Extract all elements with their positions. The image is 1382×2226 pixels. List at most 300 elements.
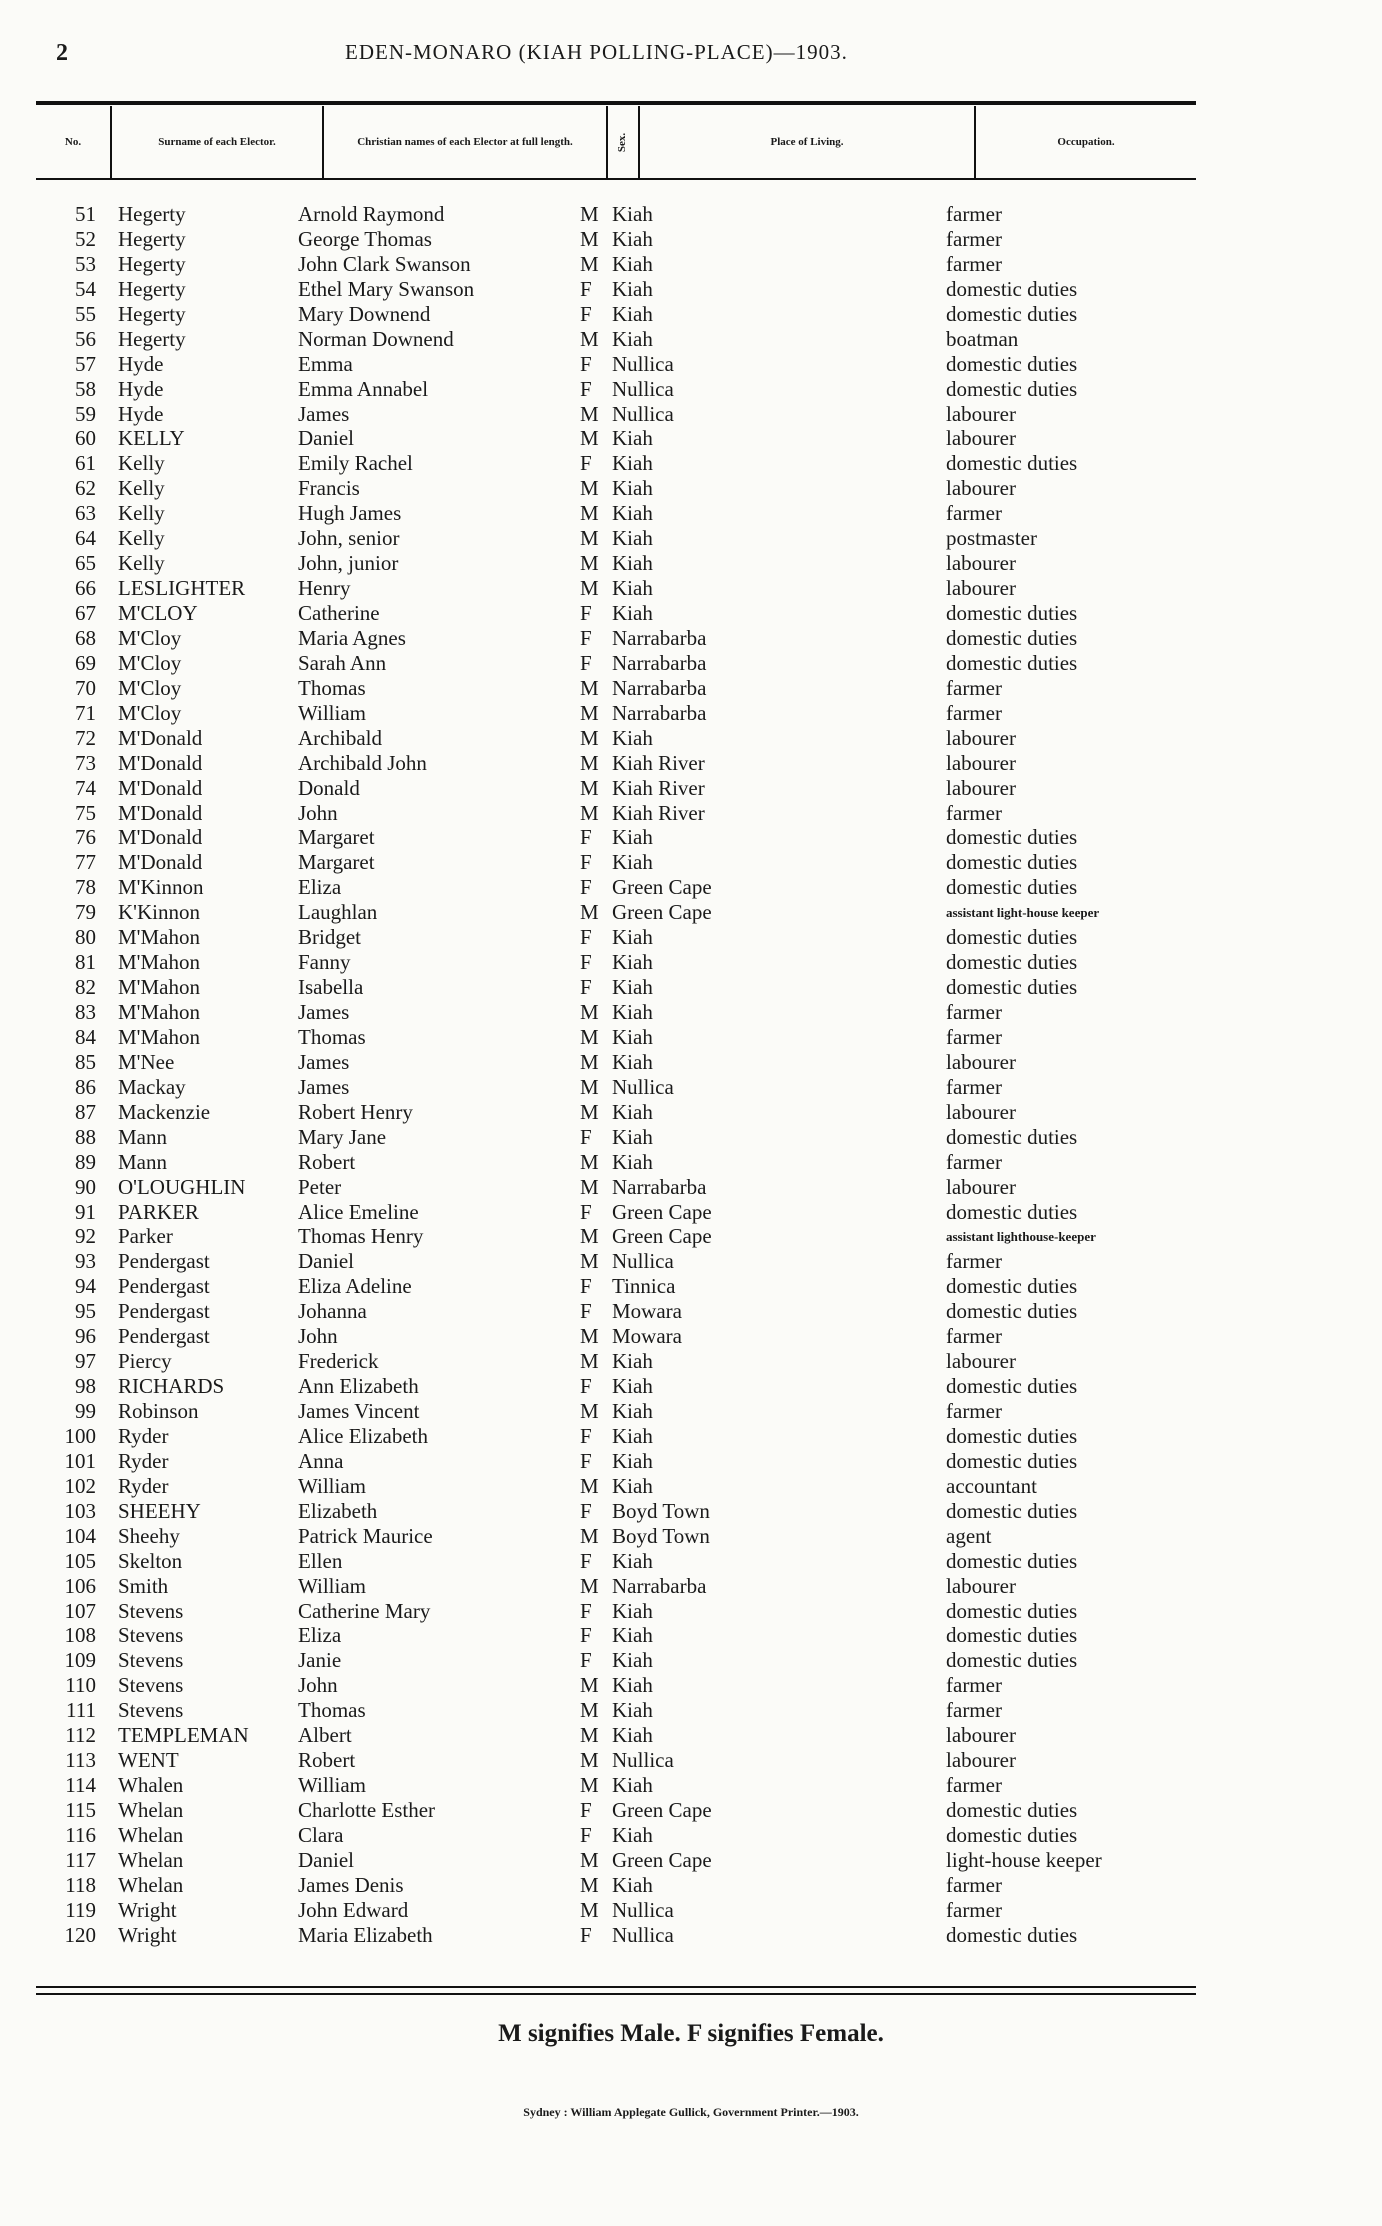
elector-sex: M bbox=[580, 775, 599, 800]
elector-christian-names: Frederick bbox=[298, 1349, 379, 1374]
elector-place: Kiah bbox=[612, 1623, 653, 1648]
elector-place: Kiah bbox=[612, 725, 653, 750]
table-bottom-rule-second bbox=[36, 1993, 1196, 1995]
elector-christian-names: John bbox=[298, 1673, 338, 1698]
elector-sex: F bbox=[580, 1798, 592, 1822]
elector-sex: F bbox=[580, 301, 592, 326]
table-row bbox=[0, 302, 1382, 327]
elector-occupation: domestic duties bbox=[946, 950, 1078, 975]
table-row bbox=[0, 1050, 1382, 1075]
table-row bbox=[0, 726, 1382, 751]
elector-number: 98 bbox=[75, 1374, 96, 1399]
elector-number: 85 bbox=[75, 1049, 96, 1074]
elector-place: Narrabarba bbox=[612, 675, 707, 700]
table-row bbox=[0, 1873, 1382, 1898]
table-row bbox=[0, 1748, 1382, 1773]
elector-surname: Smith bbox=[118, 1573, 169, 1598]
elector-sex: M bbox=[580, 1897, 599, 1922]
elector-place: Green Cape bbox=[612, 1199, 712, 1224]
elector-christian-names: Daniel bbox=[298, 1249, 354, 1274]
elector-christian-names: Peter bbox=[298, 1174, 342, 1199]
elector-place: Nullica bbox=[612, 376, 674, 401]
elector-christian-names: Charlotte Esther bbox=[298, 1798, 436, 1822]
elector-occupation: domestic duties bbox=[946, 1199, 1078, 1224]
elector-sex: M bbox=[580, 1872, 599, 1897]
elector-occupation: domestic duties bbox=[946, 1374, 1078, 1399]
elector-sex: M bbox=[580, 1000, 599, 1024]
elector-surname: M'CLOY bbox=[118, 601, 198, 625]
elector-place: Kiah bbox=[612, 1698, 653, 1723]
elector-place: Kiah bbox=[612, 1598, 653, 1623]
elector-occupation: farmer bbox=[946, 1324, 1002, 1349]
table-row bbox=[0, 1499, 1382, 1524]
elector-sex: F bbox=[580, 1623, 592, 1648]
elector-place: Kiah bbox=[612, 1548, 653, 1573]
elector-number: 96 bbox=[75, 1324, 96, 1349]
elector-number: 101 bbox=[64, 1448, 96, 1473]
elector-number: 51 bbox=[75, 202, 96, 226]
elector-occupation: domestic duties bbox=[946, 451, 1078, 476]
elector-occupation: domestic duties bbox=[946, 1498, 1078, 1523]
elector-surname: Kelly bbox=[118, 476, 165, 501]
elector-place: Nullica bbox=[612, 1074, 674, 1099]
elector-occupation: labourer bbox=[946, 1349, 1016, 1374]
elector-christian-names: Robert bbox=[298, 1748, 356, 1773]
elector-number: 116 bbox=[65, 1822, 96, 1847]
elector-surname: M'Donald bbox=[118, 725, 203, 750]
elector-sex: M bbox=[580, 725, 599, 750]
elector-sex: F bbox=[580, 1548, 592, 1573]
table-row bbox=[0, 1773, 1382, 1798]
table-row bbox=[0, 277, 1382, 302]
elector-place: Kiah bbox=[612, 551, 653, 576]
elector-sex: M bbox=[580, 1748, 599, 1773]
elector-occupation: domestic duties bbox=[946, 1598, 1078, 1623]
elector-occupation: domestic duties bbox=[946, 825, 1078, 850]
elector-christian-names: James bbox=[298, 1000, 350, 1024]
elector-number: 54 bbox=[75, 276, 96, 301]
elector-number: 79 bbox=[75, 900, 96, 925]
table-row bbox=[0, 227, 1382, 252]
elector-surname: Skelton bbox=[118, 1548, 183, 1573]
elector-number: 119 bbox=[65, 1897, 96, 1922]
elector-number: 82 bbox=[75, 975, 96, 1000]
elector-sex: M bbox=[580, 1573, 599, 1598]
table-row bbox=[0, 950, 1382, 975]
table-row bbox=[0, 900, 1382, 925]
table-row bbox=[0, 426, 1382, 451]
elector-christian-names: Johanna bbox=[298, 1299, 367, 1324]
elector-place: Kiah bbox=[612, 1374, 653, 1399]
elector-place: Kiah bbox=[612, 1000, 653, 1024]
elector-place: Boyd Town bbox=[612, 1523, 710, 1548]
elector-christian-names: Thomas bbox=[298, 1698, 366, 1723]
elector-number: 118 bbox=[65, 1872, 96, 1897]
elector-surname: M'Mahon bbox=[118, 950, 200, 975]
elector-sex: M bbox=[580, 401, 599, 426]
table-row bbox=[0, 601, 1382, 626]
elector-christian-names: Donald bbox=[298, 775, 360, 800]
elector-occupation: farmer bbox=[946, 1698, 1002, 1723]
elector-sex: M bbox=[580, 700, 599, 725]
table-row bbox=[0, 751, 1382, 776]
elector-number: 72 bbox=[75, 725, 96, 750]
table-row bbox=[0, 526, 1382, 551]
elector-occupation: domestic duties bbox=[946, 1548, 1078, 1573]
elector-occupation: domestic duties bbox=[946, 1423, 1078, 1448]
elector-sex: F bbox=[580, 1598, 592, 1623]
elector-occupation: labourer bbox=[946, 1174, 1016, 1199]
elector-surname: M'Mahon bbox=[118, 1000, 200, 1024]
elector-place: Kiah bbox=[612, 1149, 653, 1174]
elector-surname: Kelly bbox=[118, 526, 165, 551]
elector-surname: Pendergast bbox=[118, 1299, 210, 1324]
elector-number: 74 bbox=[75, 775, 96, 800]
elector-number: 65 bbox=[75, 551, 96, 576]
elector-number: 73 bbox=[75, 750, 96, 775]
elector-number: 117 bbox=[65, 1847, 96, 1872]
table-row bbox=[0, 1574, 1382, 1599]
elector-place: Kiah bbox=[612, 1049, 653, 1074]
elector-surname: Robinson bbox=[118, 1399, 199, 1423]
elector-number: 58 bbox=[75, 376, 96, 401]
elector-surname: M'Cloy bbox=[118, 675, 182, 700]
elector-sex: M bbox=[580, 1149, 599, 1174]
elector-surname: Hegerty bbox=[118, 251, 186, 276]
elector-place: Narrabarba bbox=[612, 625, 707, 650]
elector-christian-names: Clara bbox=[298, 1822, 344, 1847]
elector-occupation: labourer bbox=[946, 551, 1016, 576]
elector-christian-names: Catherine bbox=[298, 601, 380, 625]
elector-christian-names: Emma Annabel bbox=[298, 376, 429, 401]
elector-number: 89 bbox=[75, 1149, 96, 1174]
elector-surname: LESLIGHTER bbox=[118, 576, 246, 601]
elector-sex: F bbox=[580, 650, 592, 675]
elector-number: 94 bbox=[75, 1274, 96, 1299]
elector-sex: M bbox=[580, 1024, 599, 1049]
elector-christian-names: John, senior bbox=[298, 526, 400, 551]
table-row bbox=[0, 651, 1382, 676]
elector-place: Mowara bbox=[612, 1299, 682, 1324]
elector-occupation: labourer bbox=[946, 725, 1016, 750]
elector-place: Kiah bbox=[612, 601, 653, 625]
elector-number: 112 bbox=[65, 1723, 96, 1748]
elector-surname: Hegerty bbox=[118, 301, 186, 326]
elector-surname: Pendergast bbox=[118, 1274, 210, 1299]
elector-occupation: farmer bbox=[946, 1149, 1002, 1174]
table-header bbox=[36, 106, 1196, 178]
elector-sex: F bbox=[580, 925, 592, 950]
elector-surname: M'Donald bbox=[118, 800, 203, 825]
elector-christian-names: James bbox=[298, 401, 350, 426]
elector-sex: F bbox=[580, 351, 592, 376]
table-row bbox=[0, 1249, 1382, 1274]
table-row bbox=[0, 1648, 1382, 1673]
elector-occupation: domestic duties bbox=[946, 1448, 1078, 1473]
elector-occupation: domestic duties bbox=[946, 351, 1078, 376]
elector-occupation: boatman bbox=[946, 326, 1019, 351]
table-row bbox=[0, 1075, 1382, 1100]
elector-surname: Wright bbox=[118, 1922, 177, 1947]
elector-number: 102 bbox=[64, 1473, 96, 1498]
elector-christian-names: John Clark Swanson bbox=[298, 251, 471, 276]
elector-surname: Hegerty bbox=[118, 202, 186, 226]
elector-occupation: labourer bbox=[946, 576, 1016, 601]
table-row bbox=[0, 1000, 1382, 1025]
elector-occupation: labourer bbox=[946, 1099, 1016, 1124]
elector-place: Green Cape bbox=[612, 1798, 712, 1822]
elector-christian-names: Mary Jane bbox=[298, 1124, 387, 1149]
elector-surname: Ryder bbox=[118, 1473, 169, 1498]
elector-number: 97 bbox=[75, 1349, 96, 1374]
elector-number: 90 bbox=[75, 1174, 96, 1199]
elector-christian-names: Fanny bbox=[298, 950, 351, 975]
table-row bbox=[0, 776, 1382, 801]
table-row bbox=[0, 1274, 1382, 1299]
elector-place: Boyd Town bbox=[612, 1498, 710, 1523]
elector-christian-names: Archibald John bbox=[298, 750, 427, 775]
table-row bbox=[0, 1424, 1382, 1449]
elector-sex: M bbox=[580, 526, 599, 551]
elector-christian-names: Laughlan bbox=[298, 900, 378, 925]
elector-number: 120 bbox=[64, 1922, 96, 1947]
elector-number: 113 bbox=[65, 1748, 96, 1773]
elector-christian-names: Alice Emeline bbox=[298, 1199, 419, 1224]
elector-occupation: farmer bbox=[946, 1897, 1002, 1922]
header-no: No. bbox=[64, 135, 82, 148]
elector-place: Kiah bbox=[612, 202, 653, 226]
elector-place: Kiah bbox=[612, 276, 653, 301]
elector-christian-names: Margaret bbox=[298, 850, 375, 875]
elector-number: 114 bbox=[65, 1773, 96, 1798]
elector-sex: M bbox=[580, 800, 599, 825]
elector-place: Kiah bbox=[612, 1349, 653, 1374]
elector-number: 107 bbox=[64, 1598, 96, 1623]
elector-occupation: farmer bbox=[946, 1249, 1002, 1274]
elector-sex: M bbox=[580, 501, 599, 526]
elector-surname: Whelan bbox=[118, 1847, 184, 1872]
elector-number: 55 bbox=[75, 301, 96, 326]
elector-sex: M bbox=[580, 1349, 599, 1374]
elector-christian-names: Emily Rachel bbox=[298, 451, 413, 476]
elector-surname: Whalen bbox=[118, 1773, 184, 1798]
elector-sex: F bbox=[580, 625, 592, 650]
elector-number: 111 bbox=[66, 1698, 96, 1723]
elector-occupation: light-house keeper bbox=[946, 1847, 1102, 1872]
elector-place: Kiah bbox=[612, 1473, 653, 1498]
elector-surname: Whelan bbox=[118, 1822, 184, 1847]
header-occupation: Occupation. bbox=[1057, 135, 1115, 148]
elector-surname: Whelan bbox=[118, 1798, 184, 1822]
elector-sex: M bbox=[580, 675, 599, 700]
elector-number: 71 bbox=[75, 700, 96, 725]
elector-surname: Mackay bbox=[118, 1074, 186, 1099]
header-bottom-rule bbox=[36, 178, 1196, 180]
elector-occupation: farmer bbox=[946, 700, 1002, 725]
elector-number: 59 bbox=[75, 401, 96, 426]
elector-surname: Wright bbox=[118, 1897, 177, 1922]
elector-occupation: domestic duties bbox=[946, 301, 1078, 326]
elector-christian-names: Ann Elizabeth bbox=[298, 1374, 419, 1399]
table-row bbox=[0, 701, 1382, 726]
elector-sex: M bbox=[580, 1523, 599, 1548]
elector-surname: Pendergast bbox=[118, 1324, 210, 1349]
elector-sex: M bbox=[580, 202, 599, 226]
elector-christian-names: Maria Agnes bbox=[298, 625, 406, 650]
elector-surname: K'Kinnon bbox=[118, 900, 200, 925]
elector-occupation: domestic duties bbox=[946, 1299, 1078, 1324]
elector-occupation: assistant lighthouse-keeper bbox=[946, 1229, 1096, 1245]
elector-sex: M bbox=[580, 1174, 599, 1199]
elector-christian-names: Thomas Henry bbox=[298, 1224, 424, 1249]
table-row bbox=[0, 1100, 1382, 1125]
elector-sex: F bbox=[580, 875, 592, 900]
elector-christian-names: John, junior bbox=[298, 551, 399, 576]
table-row bbox=[0, 850, 1382, 875]
elector-sex: M bbox=[580, 1249, 599, 1274]
elector-surname: M'Donald bbox=[118, 850, 203, 875]
elector-place: Nullica bbox=[612, 1897, 674, 1922]
elector-surname: Hyde bbox=[118, 376, 164, 401]
elector-place: Kiah bbox=[612, 975, 653, 1000]
elector-place: Kiah bbox=[612, 1872, 653, 1897]
elector-surname: TEMPLEMAN bbox=[118, 1723, 249, 1748]
table-row bbox=[0, 1623, 1382, 1648]
elector-sex: M bbox=[580, 1723, 599, 1748]
elector-number: 100 bbox=[64, 1423, 96, 1448]
table-row bbox=[0, 1299, 1382, 1324]
elector-number: 87 bbox=[75, 1099, 96, 1124]
elector-number: 115 bbox=[65, 1798, 96, 1822]
table-row bbox=[0, 925, 1382, 950]
elector-occupation: accountant bbox=[946, 1473, 1037, 1498]
elector-christian-names: Hugh James bbox=[298, 501, 402, 526]
elector-occupation: domestic duties bbox=[946, 276, 1078, 301]
table-row bbox=[0, 1698, 1382, 1723]
elector-occupation: farmer bbox=[946, 1872, 1002, 1897]
elector-sex: M bbox=[580, 1698, 599, 1723]
elector-sex: F bbox=[580, 1374, 592, 1399]
elector-number: 92 bbox=[75, 1224, 96, 1249]
elector-sex: F bbox=[580, 1822, 592, 1847]
elector-occupation: domestic duties bbox=[946, 975, 1078, 1000]
elector-number: 61 bbox=[75, 451, 96, 476]
elector-surname: Stevens bbox=[118, 1648, 184, 1673]
elector-place: Kiah bbox=[612, 1124, 653, 1149]
elector-place: Kiah bbox=[612, 1822, 653, 1847]
elector-place: Kiah bbox=[612, 326, 653, 351]
elector-place: Kiah bbox=[612, 1448, 653, 1473]
table-row bbox=[0, 975, 1382, 1000]
elector-place: Green Cape bbox=[612, 875, 712, 900]
elector-sex: F bbox=[580, 1423, 592, 1448]
elector-christian-names: Ethel Mary Swanson bbox=[298, 276, 475, 301]
elector-place: Kiah River bbox=[612, 775, 705, 800]
elector-place: Green Cape bbox=[612, 1224, 712, 1249]
elector-sex: M bbox=[580, 1847, 599, 1872]
elector-christian-names: John bbox=[298, 800, 338, 825]
header-place: Place of Living. bbox=[770, 135, 844, 148]
elector-place: Nullica bbox=[612, 1748, 674, 1773]
table-row bbox=[0, 1898, 1382, 1923]
elector-christian-names: Albert bbox=[298, 1723, 352, 1748]
table-row bbox=[0, 402, 1382, 427]
elector-occupation: farmer bbox=[946, 202, 1002, 226]
header-top-rule bbox=[36, 101, 1196, 105]
elector-sex: M bbox=[580, 1099, 599, 1124]
elector-christian-names: Eliza bbox=[298, 875, 342, 900]
elector-surname: Hegerty bbox=[118, 276, 186, 301]
table-row bbox=[0, 801, 1382, 826]
elector-place: Kiah bbox=[612, 426, 653, 451]
elector-surname: Kelly bbox=[118, 451, 165, 476]
elector-surname: Pendergast bbox=[118, 1249, 210, 1274]
elector-surname: M'Nee bbox=[118, 1049, 175, 1074]
table-row bbox=[0, 875, 1382, 900]
table-row bbox=[0, 1374, 1382, 1399]
table-row bbox=[0, 202, 1382, 227]
elector-sex: F bbox=[580, 1299, 592, 1324]
elector-place: Kiah River bbox=[612, 750, 705, 775]
elector-occupation: farmer bbox=[946, 1399, 1002, 1423]
elector-christian-names: Eliza Adeline bbox=[298, 1274, 412, 1299]
elector-surname: Sheehy bbox=[118, 1523, 180, 1548]
elector-number: 69 bbox=[75, 650, 96, 675]
table-row bbox=[0, 1449, 1382, 1474]
elector-place: Narrabarba bbox=[612, 700, 707, 725]
elector-christian-names: James bbox=[298, 1049, 350, 1074]
elector-place: Kiah bbox=[612, 1024, 653, 1049]
elector-christian-names: James Denis bbox=[298, 1872, 404, 1897]
table-row bbox=[0, 1524, 1382, 1549]
elector-occupation: labourer bbox=[946, 1049, 1016, 1074]
elector-christian-names: Francis bbox=[298, 476, 360, 501]
elector-number: 80 bbox=[75, 925, 96, 950]
table-row bbox=[0, 476, 1382, 501]
elector-sex: F bbox=[580, 276, 592, 301]
elector-christian-names: William bbox=[298, 1473, 366, 1498]
elector-place: Kiah bbox=[612, 476, 653, 501]
elector-number: 104 bbox=[64, 1523, 96, 1548]
table-row bbox=[0, 377, 1382, 402]
elector-christian-names: James bbox=[298, 1074, 350, 1099]
header-sex-label: Sex. bbox=[616, 132, 629, 152]
elector-number: 57 bbox=[75, 351, 96, 376]
elector-occupation: domestic duties bbox=[946, 1648, 1078, 1673]
elector-place: Narrabarba bbox=[612, 1573, 707, 1598]
elector-christian-names: Ellen bbox=[298, 1548, 343, 1573]
elector-sex: M bbox=[580, 1473, 599, 1498]
header-sex bbox=[608, 106, 638, 178]
elector-place: Tinnica bbox=[612, 1274, 676, 1299]
elector-surname: Hyde bbox=[118, 401, 164, 426]
elector-number: 68 bbox=[75, 625, 96, 650]
elector-place: Mowara bbox=[612, 1324, 682, 1349]
table-row bbox=[0, 1150, 1382, 1175]
elector-number: 78 bbox=[75, 875, 96, 900]
elector-place: Kiah River bbox=[612, 800, 705, 825]
elector-number: 62 bbox=[75, 476, 96, 501]
elector-surname: RICHARDS bbox=[118, 1374, 225, 1399]
elector-christian-names: Bridget bbox=[298, 925, 361, 950]
elector-christian-names: Thomas bbox=[298, 1024, 366, 1049]
table-row bbox=[0, 1399, 1382, 1424]
elector-number: 108 bbox=[64, 1623, 96, 1648]
elector-place: Green Cape bbox=[612, 1847, 712, 1872]
elector-number: 60 bbox=[75, 426, 96, 451]
elector-christian-names: Alice Elizabeth bbox=[298, 1423, 429, 1448]
table-row bbox=[0, 576, 1382, 601]
